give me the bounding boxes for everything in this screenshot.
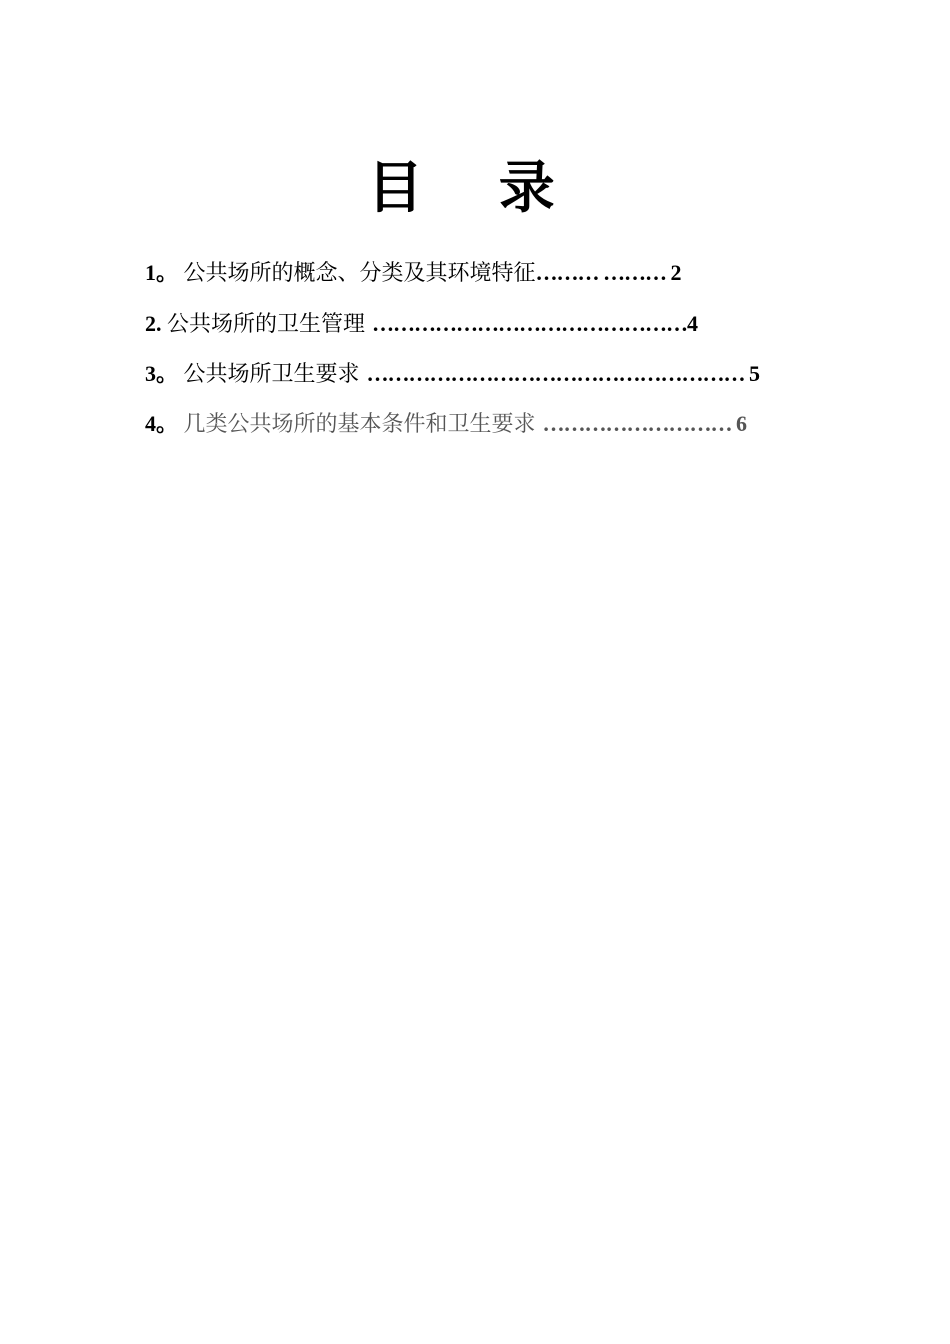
- toc-leader-dots: ………………………………………………: [366, 361, 750, 386]
- toc-page-number: 2: [670, 260, 682, 285]
- toc-entry-number: 4。: [145, 411, 184, 436]
- toc-entry-4[interactable]: [145, 407, 747, 441]
- toc-leader-dots: ………………………………………: [372, 311, 687, 336]
- toc-entry-title: 公共场所的概念、分类及其环境特征: [183, 261, 536, 286]
- toc-entry-number: 1。: [145, 260, 184, 285]
- toc-page-number: 4: [687, 311, 698, 336]
- toc-entry-title: 几类公共场所的基本条件和卫生要求: [183, 412, 543, 437]
- toc-entry-title: 公共场所卫生要求: [183, 362, 367, 387]
- toc-entry-number: 3。: [145, 361, 184, 386]
- toc-entry-2[interactable]: [145, 307, 698, 341]
- page-title: 目 录: [367, 155, 583, 221]
- toc-leader-dots: ………………………: [542, 411, 737, 436]
- toc-leader-dots: ……… ………: [535, 260, 671, 285]
- toc-entry-number: 2.: [145, 311, 167, 336]
- toc-entry-3[interactable]: [145, 357, 760, 391]
- toc-page-number: 5: [749, 361, 761, 386]
- toc-entry-title: 公共场所的卫生管理: [167, 312, 372, 337]
- toc-page-number: 6: [736, 411, 748, 436]
- toc-entry-1[interactable]: [145, 256, 682, 290]
